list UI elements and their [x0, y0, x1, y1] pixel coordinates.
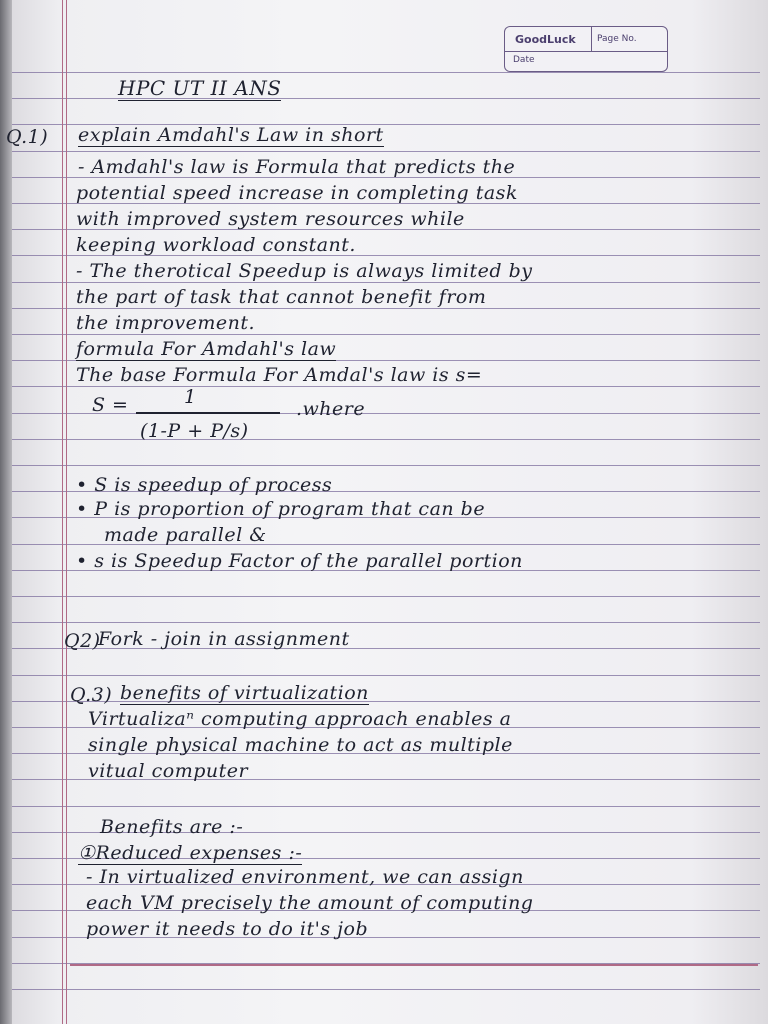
benefit-1-line: each VM precisely the amount of computing [86, 892, 534, 914]
q2-text: Fork - join in assignment [98, 628, 350, 650]
ruled-line [12, 806, 760, 807]
page-title: HPC UT II ANS [118, 76, 282, 100]
q1-question: explain Amdahl's Law in short [78, 124, 384, 146]
q1-answer-line: The base Formula For Amdal's law is s= [76, 364, 483, 386]
margin-line-left [62, 0, 63, 1024]
benefit-1-title: ①Reduced expenses :- [78, 842, 303, 864]
ruled-line [12, 151, 760, 152]
q1-answer-line: potential speed increase in completing task [76, 182, 518, 204]
definition-line: • S is speedup of process [76, 474, 333, 496]
ruled-line [12, 675, 760, 676]
benefit-1-line: power it needs to do it's job [86, 918, 369, 940]
ruled-line [12, 465, 760, 466]
fraction-bar [136, 412, 280, 414]
ruled-line [12, 439, 760, 440]
ruled-line [12, 989, 760, 990]
q3-label: Q.3) [70, 684, 113, 706]
q1-label: Q.1) [6, 126, 49, 148]
date-label: Date [513, 55, 535, 65]
benefits-heading: Benefits are :- [100, 816, 244, 838]
q1-answer-line: - The therotical Speedup is always limited by [76, 260, 533, 282]
definition-line: made parallel & [104, 524, 267, 546]
formula-denominator: (1-P + P/s) [140, 420, 249, 442]
formula-s: S = [92, 394, 129, 416]
ruled-line [12, 596, 760, 597]
q3-answer-line: single physical machine to act as multiple [88, 734, 513, 756]
ruled-line [12, 72, 760, 73]
q2-label: Q2) [64, 630, 101, 652]
q3-answer-line: vitual computer [88, 760, 249, 782]
notebook-binding [0, 0, 12, 1024]
brand-logo: GoodLuck [515, 33, 576, 46]
formula-numerator: 1 [184, 386, 197, 408]
page-no-label: Page No. [597, 34, 637, 44]
q1-answer-line: with improved system resources while [76, 208, 465, 230]
q1-answer-line: the part of task that cannot benefit from [76, 286, 487, 308]
definition-line: • s is Speedup Factor of the parallel portion [76, 550, 523, 572]
q1-formula-heading: formula For Amdahl's law [76, 338, 337, 360]
q1-answer-line: the improvement. [76, 312, 256, 334]
q3-answer-line: Virtualizaⁿ computing approach enables a [88, 708, 512, 730]
definition-line: • P is proportion of program that can be [76, 498, 486, 520]
margin-line-left-2 [66, 0, 67, 1024]
benefit-1-line: - In virtualized environment, we can assign [86, 866, 524, 888]
q1-answer-line: - Amdahl's law is Formula that predicts the [78, 156, 516, 178]
q3-question: benefits of virtualization [120, 682, 369, 704]
ruled-line [12, 622, 760, 623]
formula-where: .where [296, 398, 366, 420]
ruled-line [12, 386, 760, 387]
ruled-line [12, 334, 760, 335]
header-box [504, 26, 668, 72]
q1-answer-line: keeping workload constant. [76, 234, 356, 256]
bottom-margin-line [70, 964, 758, 966]
